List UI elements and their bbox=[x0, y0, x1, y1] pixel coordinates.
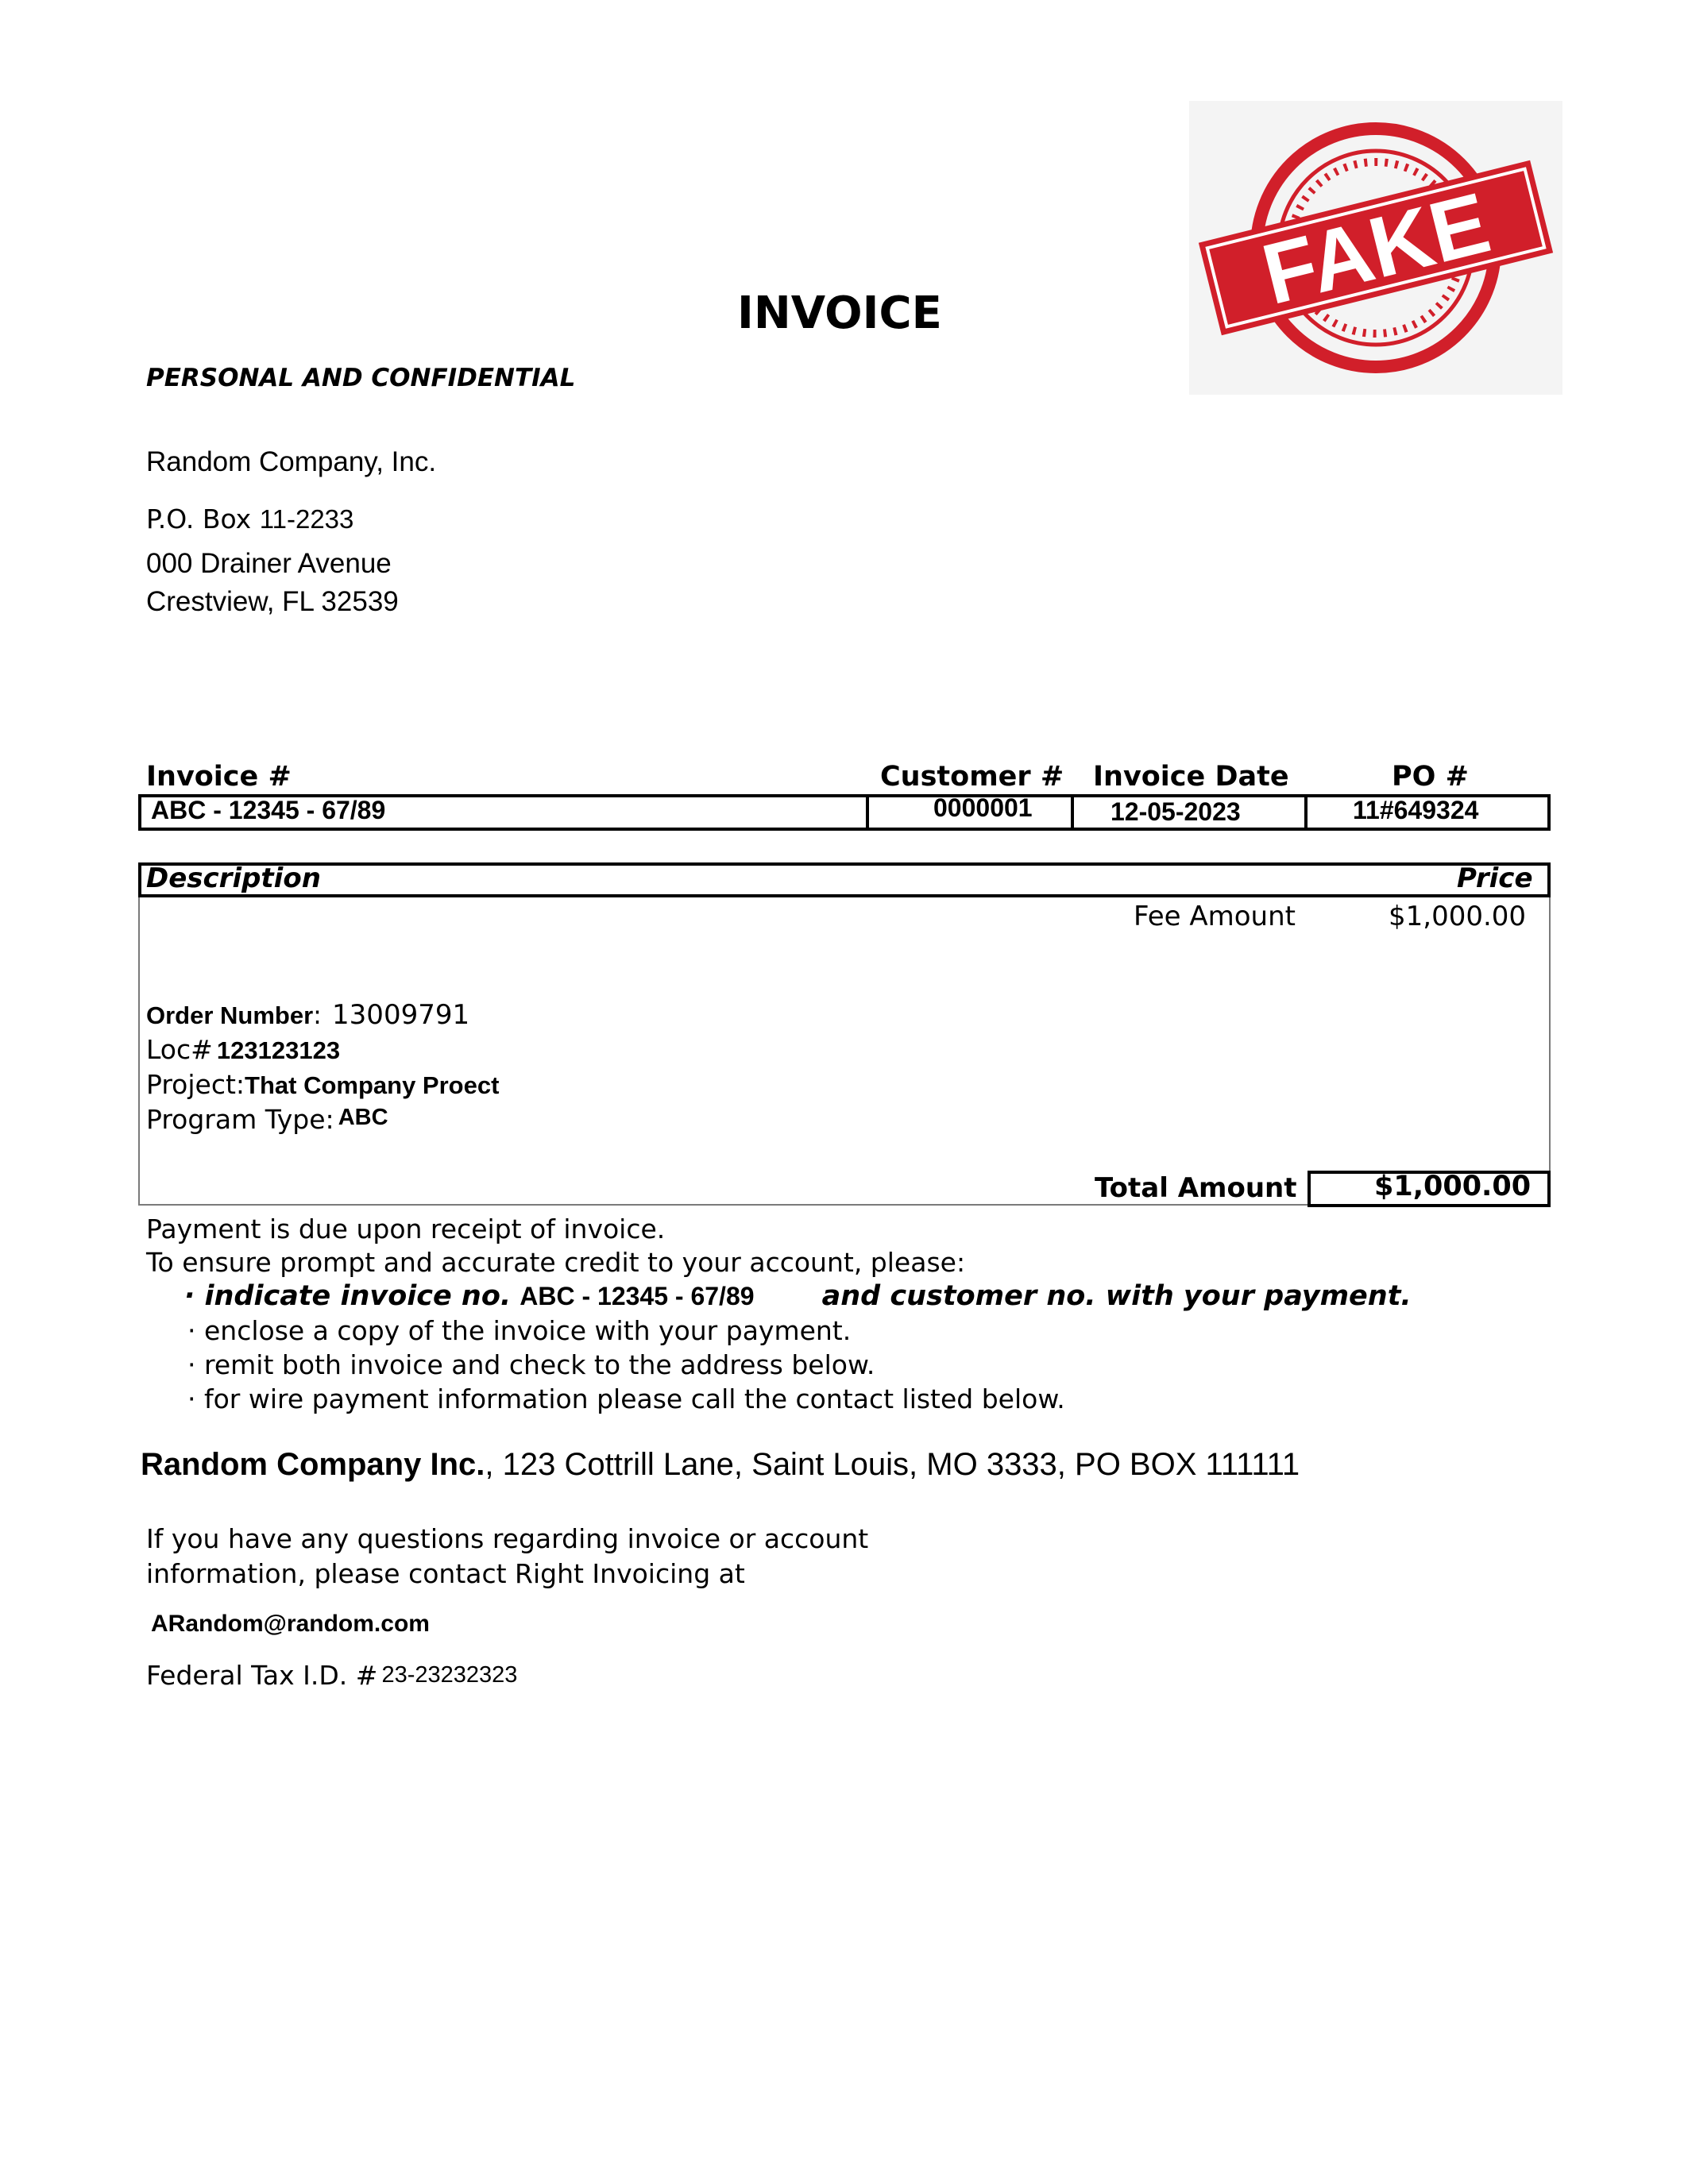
payment-bullet-2: · enclose a copy of the invoice with your payment. bbox=[187, 1315, 852, 1346]
invoice-number-label: Invoice # bbox=[146, 761, 292, 793]
page-title: INVOICE bbox=[737, 287, 942, 339]
invoice-date-label: Invoice Date bbox=[1093, 761, 1289, 793]
stamp-word: FAKE bbox=[1253, 173, 1499, 323]
payment-line-2: To ensure prompt and accurate credit to your account, please: bbox=[146, 1247, 966, 1278]
payment-bullet-3: · remit both invoice and check to the address below. bbox=[187, 1349, 875, 1380]
header-table-divider bbox=[1304, 794, 1308, 831]
questions-line-1: If you have any questions regarding invoice or account bbox=[146, 1523, 869, 1554]
fake-stamp bbox=[1189, 101, 1562, 395]
customer-number-label: Customer # bbox=[880, 761, 1064, 793]
invoice-number-value: ABC - 12345 - 67/89 bbox=[151, 796, 386, 824]
total-amount-value: $1,000.00 bbox=[1374, 1171, 1532, 1202]
description-label: Description bbox=[146, 862, 321, 894]
fee-amount-label: Fee Amount bbox=[1134, 901, 1296, 932]
order-number: Order Number: 13009791 bbox=[146, 999, 470, 1031]
items-box bbox=[138, 862, 1551, 1206]
price-label: Price bbox=[1457, 862, 1533, 894]
customer-number-value: 0000001 bbox=[933, 793, 1033, 822]
payment-bullet-1: · indicate invoice no. ABC - 12345 - 67/89 and customer no. with your payment. bbox=[184, 1280, 1412, 1312]
po-number-value: 11#649324 bbox=[1353, 796, 1479, 824]
program-type: Program Type: ABC bbox=[146, 1104, 388, 1135]
header-table-divider bbox=[866, 794, 869, 831]
sender-company: Random Company, Inc. bbox=[146, 446, 437, 477]
fake-stamp-icon bbox=[1189, 101, 1562, 395]
federal-tax-id: Federal Tax I.D. # 23-23232323 bbox=[146, 1660, 518, 1691]
sender-street: 000 Drainer Avenue bbox=[146, 548, 392, 579]
payment-line-1: Payment is due upon receipt of invoice. bbox=[146, 1214, 666, 1244]
confidential-label: PERSONAL AND CONFIDENTIAL bbox=[146, 364, 576, 392]
loc-number: Loc# 123123123 bbox=[146, 1034, 341, 1065]
fee-amount-value: $1,000.00 bbox=[1389, 901, 1527, 932]
remit-address: Random Company Inc., 123 Cottrill Lane, Saint Louis, MO 3333, PO BOX 111111 bbox=[141, 1447, 1300, 1482]
payment-bullet-4: · for wire payment information please call the contact listed below. bbox=[187, 1383, 1065, 1414]
invoice-date-value: 12-05-2023 bbox=[1111, 797, 1241, 826]
sender-city: Crestview, FL 32539 bbox=[146, 586, 399, 617]
questions-line-2: information, please contact Right Invoicing at bbox=[146, 1558, 745, 1589]
total-amount-label: Total Amount bbox=[1095, 1172, 1297, 1204]
project: Project:That Company Proect bbox=[146, 1069, 500, 1100]
sender-po-box: P.O. Box 11-2233 bbox=[146, 504, 354, 534]
header-table-divider bbox=[1071, 794, 1074, 831]
po-number-label: PO # bbox=[1392, 761, 1469, 793]
contact-email[interactable]: ARandom@random.com bbox=[151, 1611, 430, 1637]
items-header bbox=[138, 862, 1551, 897]
